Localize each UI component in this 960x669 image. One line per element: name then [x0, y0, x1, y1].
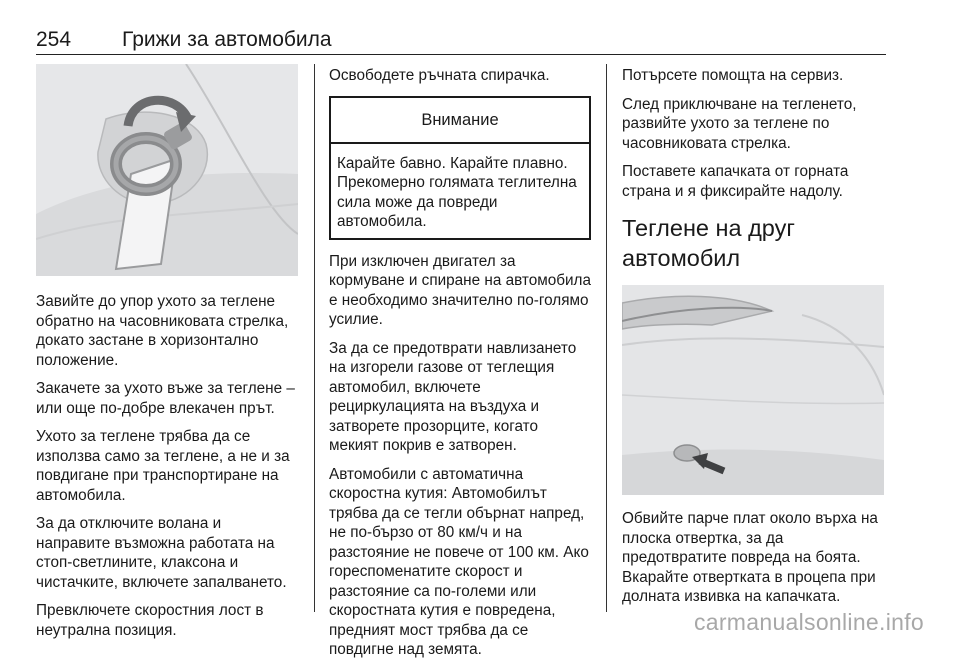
column-1	[36, 64, 298, 649]
warning-text: Карайте бавно. Карайте плавно. Прекомерно голямата теглителна сила може да повреди автомобила.	[337, 154, 577, 230]
paragraph: Поставете капачката от горната страна и я фиксирайте надолу.	[622, 163, 849, 200]
paragraph: Ухото за теглене трябва да се използва само за теглене, а не и за повдигане при транспортиране на автомобила.	[36, 428, 290, 504]
rear-cover-illustration	[622, 285, 884, 495]
warning-box	[329, 96, 591, 240]
paragraph: Обвийте парче плат около върха на плоска отвертка, за да предотвратите повреда на боята. Вкарайте отвертката в процепа при долната извивка на капачката.	[622, 510, 878, 605]
warning-title: Внимание	[331, 98, 589, 144]
column-3	[622, 64, 884, 616]
paragraph: За да се предотврати навлизането на изгорели газове от теглещия автомобил, включете рециркулацията на въздуха и затворете прозорците, когато мекият покрив е затворен.	[329, 339, 577, 454]
paragraph: Завийте до упор ухото за теглене обратно на часовниковата стрелка, докато застане в хоризонтално положение.	[36, 293, 289, 369]
tow-eye-illustration	[36, 64, 298, 276]
paragraph: Закачете за ухото въже за теглене – или още по-добре влекачен прът.	[36, 380, 295, 417]
page-number: 254	[36, 28, 72, 51]
watermark: carmanualsonline.info	[693, 609, 924, 635]
page-header	[36, 14, 886, 55]
column-divider	[314, 64, 315, 612]
chapter-title: Грижи за автомобила	[122, 28, 332, 51]
paragraph: Освободете ръчната спирачка.	[329, 67, 550, 84]
section-heading: Теглене на друг автомобил	[622, 215, 795, 271]
paragraph: След приключване на тегленето, развийте ухото за теглене по часовниковата стрелка.	[622, 95, 857, 152]
paragraph: Потърсете помощта на сервиз.	[622, 67, 844, 84]
paragraph: При изключен двигател за кормуване и спиране на автомобила е необходимо значително по-голямо усилие.	[329, 252, 591, 328]
paragraph: За да отключите волана и направите възможна работата на стоп-светлините, клаксона и чистачките, включете запалването.	[36, 515, 287, 591]
paragraph: Автомобили с автоматична скоростна кутия: Автомобилът трябва да се тегли обърнат напред, не по-бързо от 80 км/ч и на разстояние не повече от 100 км. Ако гореспоменатите скорост и разстояние са по-големи или скоростната кутия е повредена, предният мост трябва да се повдигне над земята.	[329, 465, 589, 658]
paragraph: Превключете скоростния лост в неутрална позиция.	[36, 602, 264, 639]
column-2	[329, 64, 591, 669]
column-divider	[606, 64, 607, 612]
